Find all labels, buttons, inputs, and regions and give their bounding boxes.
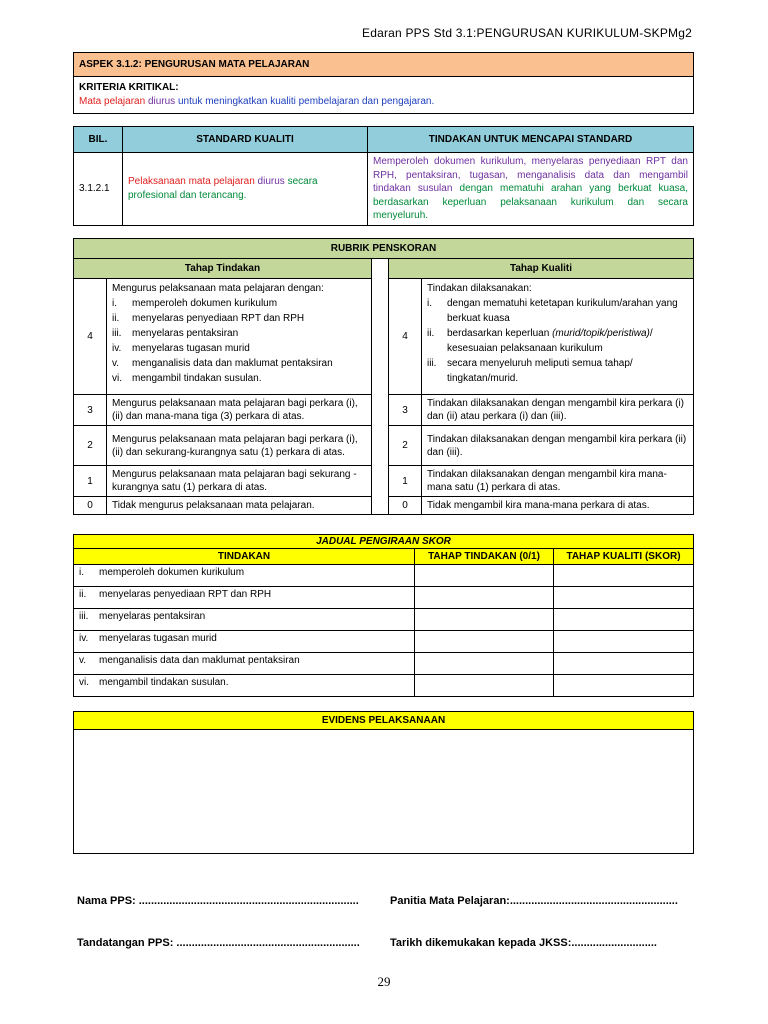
aspect-criteria <box>74 77 694 114</box>
score-input-tindakan[interactable] <box>415 675 554 697</box>
rubric-level0-right: Tidak mengambil kira mana-mana perkara di atas. <box>422 497 694 515</box>
rubric-level1-right: Tindakan dilaksanakan dengan mengambil kira mana-mana satu (1) perkara di atas. <box>422 466 694 497</box>
score-input-tindakan[interactable] <box>415 565 554 587</box>
score-col-tahap-kualiti: TAHAP KUALITI (SKOR) <box>554 549 694 565</box>
table-row: iii. menyelaras pentaksiran <box>74 609 694 631</box>
tarikh-field[interactable]: Tarikh dikemukakan kepada JKSS:............................ <box>390 937 657 949</box>
rubric-level4-left: Mengurus pelaksanaan mata pelajaran dengan: i. memperoleh dokumen kurikulum ii. menyelaras penyediaan RPT dan RPH iii. menyelaras pentaksiran iv. menyelaras tugasan murid v. menganalisis data dan maklumat pentaksiran vi. mengambil tindakan susulan. <box>107 279 372 395</box>
score-input-tindakan[interactable] <box>415 653 554 675</box>
rubric-title: RUBRIK PENSKORAN <box>74 239 694 259</box>
score-input-tindakan[interactable] <box>415 609 554 631</box>
rubric-level3-left: Mengurus pelaksanaan mata pelajaran bagi perkara (i), (ii) dan mana-mana tiga (3) perkara di atas. <box>107 395 372 426</box>
rubric-score-4-right: 4 <box>389 279 422 395</box>
rubric-score-2-right: 2 <box>389 426 422 466</box>
rubric-left-header: Tahap Tindakan <box>74 259 372 279</box>
score-col-tindakan: TINDAKAN <box>74 549 415 565</box>
list-item: iii. menyelaras pentaksiran <box>112 328 239 339</box>
rubric-level0-left: Tidak mengurus pelaksanaan mata pelajaran. <box>107 497 372 515</box>
col-bil: BIL. <box>74 127 123 153</box>
rubric-score-2-left: 2 <box>74 426 107 466</box>
standard-action <box>368 153 694 226</box>
score-table <box>73 534 694 697</box>
rubric-score-1-right: 1 <box>389 466 422 497</box>
criteria-part3: untuk meningkatkan kualiti pembelajaran dan pengajaran. <box>177 96 435 107</box>
page-number: 29 <box>377 974 391 989</box>
score-input-kualiti[interactable] <box>554 631 694 653</box>
rubric-right-header: Tahap Kualiti <box>389 259 694 279</box>
act-part1: Memperoleh dokumen kurikulum, menyelaras penyediaan RPT dan RPH, pentaksiran, tugasan, menganalisis data dan mengambil tindakan susulan <box>373 156 688 194</box>
std-part3: secara profesional dan terancang. <box>128 175 318 201</box>
aspect-title: ASPEK 3.1.2: PENGURUSAN MATA PELAJARAN <box>74 53 694 77</box>
rubric-level3-right: Tindakan dilaksanakan dengan mengambil kira perkara (i) dan (ii) atau perkara (i) dan (iii). <box>422 395 694 426</box>
table-row: i. memperoleh dokumen kurikulum <box>74 565 694 587</box>
col-tindakan: TINDAKAN UNTUK MENCAPAI STANDARD <box>368 127 694 153</box>
score-input-kualiti[interactable] <box>554 675 694 697</box>
table-row: ii. menyelaras penyediaan RPT dan RPH <box>74 587 694 609</box>
list-item: iii. secara menyeluruh meliputi semua tahap/ tingkatan/murid. <box>427 358 633 384</box>
rubric-level2-left: Mengurus pelaksanaan mata pelajaran bagi perkara (i), (ii) dan sekurang-kurangnya satu (1) perkara di atas. <box>107 426 372 466</box>
rubric-table <box>73 238 694 515</box>
list-item: iv. menyelaras tugasan murid <box>112 343 250 354</box>
criteria-part1: Mata pelajaran <box>79 96 146 107</box>
tandatangan-field[interactable]: Tandatangan PPS: ............................................................ <box>77 937 360 949</box>
col-standard: STANDARD KUALITI <box>123 127 368 153</box>
std-part1: Pelaksanaan mata pelajaran <box>128 175 255 187</box>
panitia-field[interactable]: Panitia Mata Pelajaran:....................................................... <box>390 895 678 907</box>
score-input-tindakan[interactable] <box>415 587 554 609</box>
table-row: vi. mengambil tindakan susulan. <box>74 675 694 697</box>
rubric-score-0-right: 0 <box>389 497 422 515</box>
rubric-score-4-left: 4 <box>74 279 107 395</box>
evidence-area[interactable] <box>74 730 694 854</box>
table-row: v. menganalisis data dan maklumat pentaksiran <box>74 653 694 675</box>
list-item: v. menganalisis data dan maklumat pentaksiran <box>112 358 333 369</box>
rubric-level4-right: Tindakan dilaksanakan: i. dengan mematuhi ketetapan kurikulum/arahan yang berkuat kuasa ii. berdasarkan keperluan (murid/topik/peristiwa)/ kesesuaian pelaksanaan kurikulum iii. secara menyeluruh meliputi semua tahap/ tingkatan/murid. <box>422 279 694 395</box>
list-item: ii. menyelaras penyediaan RPT dan RPH <box>112 313 305 324</box>
standard-bil: 3.1.2.1 <box>74 153 123 226</box>
score-title: JADUAL PENGIRAAN SKOR <box>74 535 694 549</box>
rubric-score-3-left: 3 <box>74 395 107 426</box>
score-col-tahap-tindakan: TAHAP TINDAKAN (0/1) <box>415 549 554 565</box>
criteria-part2: diurus <box>147 96 176 107</box>
act-part2: dengan mematuhi arahan yang berkuat kuasa, berdasarkan keperluan pelaksanaan kurikulum dan secara menyeluruh. <box>373 183 688 221</box>
rubric-score-0-left: 0 <box>74 497 107 515</box>
evidence-table <box>73 711 694 854</box>
rubric-score-3-right: 3 <box>389 395 422 426</box>
nama-pps-field[interactable]: Nama PPS: ........................................................................ <box>77 895 359 907</box>
level4-left-list <box>112 296 366 386</box>
score-input-kualiti[interactable] <box>554 565 694 587</box>
score-input-tindakan[interactable] <box>415 631 554 653</box>
level4-right-list <box>427 296 688 386</box>
score-input-kualiti[interactable] <box>554 609 694 631</box>
criteria-label: KRITERIA KRITIKAL: <box>79 82 179 93</box>
table-row: iv. menyelaras tugasan murid <box>74 631 694 653</box>
rubric-level2-right: Tindakan dilaksanakan dengan mengambil kira perkara (ii) dan (iii). <box>422 426 694 466</box>
criteria-text <box>79 95 688 109</box>
aspect-table <box>73 52 694 114</box>
standard-table <box>73 126 694 226</box>
list-item: vi. mengambil tindakan susulan. <box>112 373 262 384</box>
rubric-level1-left: Mengurus pelaksanaan mata pelajaran bagi sekurang -kurangnya satu (1) perkara di atas. <box>107 466 372 497</box>
rubric-score-1-left: 1 <box>74 466 107 497</box>
standard-text <box>123 153 368 226</box>
std-part2: diurus <box>257 175 285 187</box>
document-header: Edaran PPS Std 3.1:PENGURUSAN KURIKULUM-SKPMg2 <box>362 26 692 40</box>
list-item: i. memperoleh dokumen kurikulum <box>112 298 278 309</box>
list-item: i. dengan mematuhi ketetapan kurikulum/arahan yang berkuat kuasa <box>427 298 678 324</box>
score-input-kualiti[interactable] <box>554 653 694 675</box>
evidence-title: EVIDENS PELAKSANAAN <box>74 712 694 730</box>
score-input-kualiti[interactable] <box>554 587 694 609</box>
list-item: ii. berdasarkan keperluan (murid/topik/peristiwa)/ kesesuaian pelaksanaan kurikulum <box>427 328 653 354</box>
